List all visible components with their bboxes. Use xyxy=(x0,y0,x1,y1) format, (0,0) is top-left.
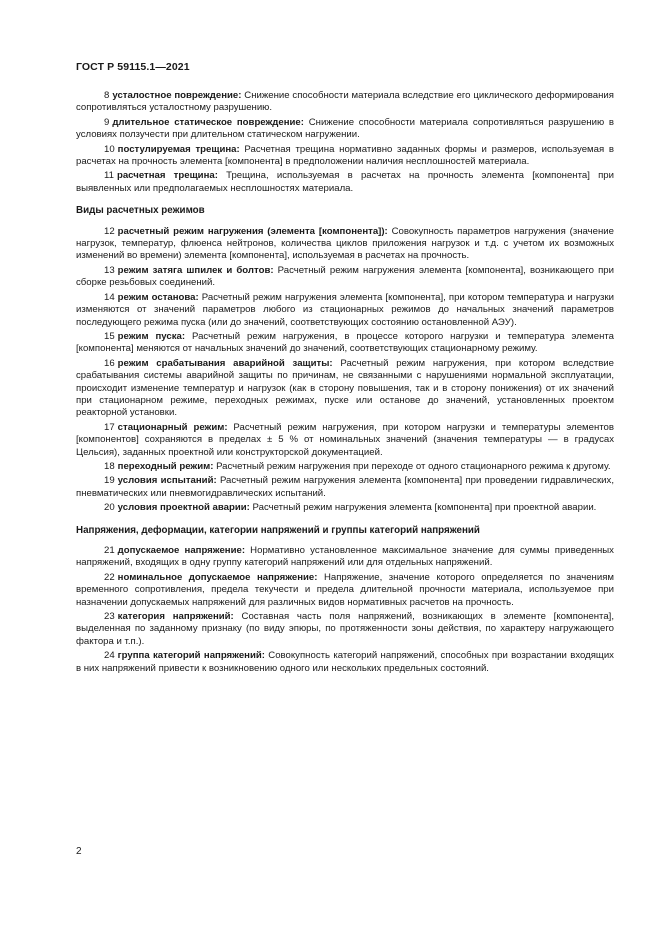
term-entry xyxy=(76,650,614,675)
term-definition: Расчетный режим нагружения при переходе от одного стационарного режима к другому. xyxy=(213,460,611,472)
term-name: длительное статическое повреждение: xyxy=(112,116,304,128)
term-entry xyxy=(76,226,614,263)
term-definition: Расчетный режим нагружения, в процессе которого нагрузки и температура элемента [компонента] меняются от начальных значений до значений, соответствующих стационарному режиму. xyxy=(76,330,614,355)
term-entry xyxy=(76,611,614,648)
term-number: 11 xyxy=(104,170,114,182)
term-definition: Снижение способности материала вследствие его циклического деформирования сопротивляться усталостному разрушению. xyxy=(76,90,614,114)
terms-group-stresses xyxy=(76,545,614,675)
term-name: условия проектной аварии: xyxy=(117,502,250,514)
term-number: 9 xyxy=(104,116,110,128)
term-entry xyxy=(76,422,614,459)
term-definition: Расчетный режим нагружения элемента [компонента], при котором температура и нагрузки изменяются от значений параметров любого из стационарных режимов до начальных значений параметров последующего режима пуска (или до значений, соответствующих состоянию остановленной АЭУ). xyxy=(76,291,614,328)
term-definition: Расчетный режим нагружения, при котором вследствие срабатывания системы аварийной защиты по причинам, не связанными с нарушениями нормальной эксплуатации, происходит изменение температур и нагрузок (как в сторону повышения, так и в сторону понижения) от их значений при стационарном режиме, переходных режимах, пуске или останове до значений, установленных проектом реакторной установки. xyxy=(76,357,614,419)
page-number: 2 xyxy=(76,846,82,857)
term-definition: Расчетный режим нагружения, при котором нагрузки и температуры элементов [компонентов] сохраняются в пределах ± 5 % от номинальных значений (значения температуры — в градусах Цельсия), заданных проектной или конструкторской документацией. xyxy=(76,421,614,458)
term-number: 12 xyxy=(104,225,115,237)
term-definition: Совокупность категорий напряжений, способных при возрастании входящих в них напряжений привести к возникновению одного или нескольких предельных состояний. xyxy=(76,650,614,674)
term-number: 18 xyxy=(104,460,115,472)
terms-group-modes xyxy=(76,226,614,515)
term-number: 10 xyxy=(104,143,115,155)
term-number: 23 xyxy=(104,611,115,623)
term-number: 19 xyxy=(104,475,115,487)
term-entry xyxy=(76,117,614,142)
term-number: 14 xyxy=(104,291,115,303)
term-entry xyxy=(76,144,614,169)
term-name: режим срабатывания аварийной защиты: xyxy=(117,357,333,369)
term-entry xyxy=(76,545,614,570)
term-definition: Расчетный режим нагружения элемента [компонента] при проведении гидравлических, пневматических или пневмогидравлических испытаний. xyxy=(76,475,615,499)
document-body xyxy=(76,90,614,677)
term-name: группа категорий напряжений: xyxy=(117,650,265,662)
term-entry xyxy=(76,461,614,473)
term-entry xyxy=(76,572,614,609)
term-name: режим затяга шпилек и болтов: xyxy=(117,264,274,276)
term-name: расчетный режим нагружения (элемента [компонента]): xyxy=(117,225,388,237)
term-entry xyxy=(76,170,614,195)
term-definition: Напряжение, значение которого определяется по значениям временного сопротивления, предела текучести и предела длительной прочности материала, используемое при назначении допускаемых напряжений для различных видов нормативных расчетов на прочность. xyxy=(76,571,614,608)
term-definition: Расчетный режим нагружения элемента [компонента], возникающего при сборке резьбовых соединений. xyxy=(76,264,614,289)
term-name: усталостное повреждение: xyxy=(112,90,242,101)
term-name: режим пуска: xyxy=(117,330,186,342)
term-definition: Совокупность параметров нагружения (значение нагрузок, температур, флюенса нейтронов, количества циклов приложения нагрузок и т.д. с учетом их возможных изменений во времени) элемента [компонента], используемая в расчетах на прочность. xyxy=(76,225,614,262)
term-number: 20 xyxy=(104,502,115,514)
term-entry xyxy=(76,292,614,329)
term-name: стационарный режим: xyxy=(117,421,228,433)
term-number: 8 xyxy=(104,90,110,101)
term-definition: Нормативно установленное максимальное значение для суммы приведенных напряжений, входящих в одну группу категорий напряжений или для отдельных напряжений. xyxy=(76,545,614,569)
term-name: переходный режим: xyxy=(117,460,214,472)
standard-code-header: ГОСТ Р 59115.1—2021 xyxy=(76,61,190,73)
term-number: 17 xyxy=(104,421,115,433)
term-number: 22 xyxy=(104,571,115,583)
term-number: 21 xyxy=(104,545,115,556)
term-entry xyxy=(76,502,614,514)
section-heading-modes: Виды расчетных режимов xyxy=(76,205,205,217)
term-definition: Расчетная трещина нормативно заданных формы и размеров, используемая в расчетах на прочность элемента [компонента] в предположении наличия несплошностей материала. xyxy=(76,143,614,168)
term-definition: Снижение способности материала сопротивляться разрушению в условиях ползучести при длительном статическом нагружении. xyxy=(76,116,615,141)
term-name: расчетная трещина: xyxy=(116,170,218,182)
term-name: номинальное допускаемое напряжение: xyxy=(117,571,318,583)
term-entry xyxy=(76,475,614,500)
term-name: постулируемая трещина: xyxy=(117,143,240,155)
term-number: 24 xyxy=(104,650,115,662)
term-number: 13 xyxy=(104,264,115,276)
term-definition: Составная часть поля напряжений, возникающих в элементе [компонента], выделенная по заданному признаку (по виду эпюры, по протяженности зоны действия, по характеру нагружающего фактора и т.п.). xyxy=(76,611,614,647)
term-number: 16 xyxy=(104,357,115,369)
term-definition: Расчетный режим нагружения элемента [компонента] при проектной аварии. xyxy=(249,502,597,514)
term-entry xyxy=(76,331,614,356)
section-heading-stresses: Напряжения, деформации, категории напряжений и группы категорий напряжений xyxy=(76,524,480,536)
term-entry xyxy=(76,265,614,290)
terms-group-damage xyxy=(76,90,614,195)
term-entry xyxy=(76,358,614,420)
term-definition: Трещина, используемая в расчетах на прочность элемента [компонента] при выявленных или предполагаемых несплошностях материала. xyxy=(76,170,614,194)
term-name: режим останова: xyxy=(117,291,199,303)
term-name: условия испытаний: xyxy=(117,475,217,487)
term-number: 15 xyxy=(104,330,115,342)
term-name: допускаемое напряжение: xyxy=(117,545,246,556)
term-name: категория напряжений: xyxy=(117,611,234,623)
term-entry xyxy=(76,90,614,115)
